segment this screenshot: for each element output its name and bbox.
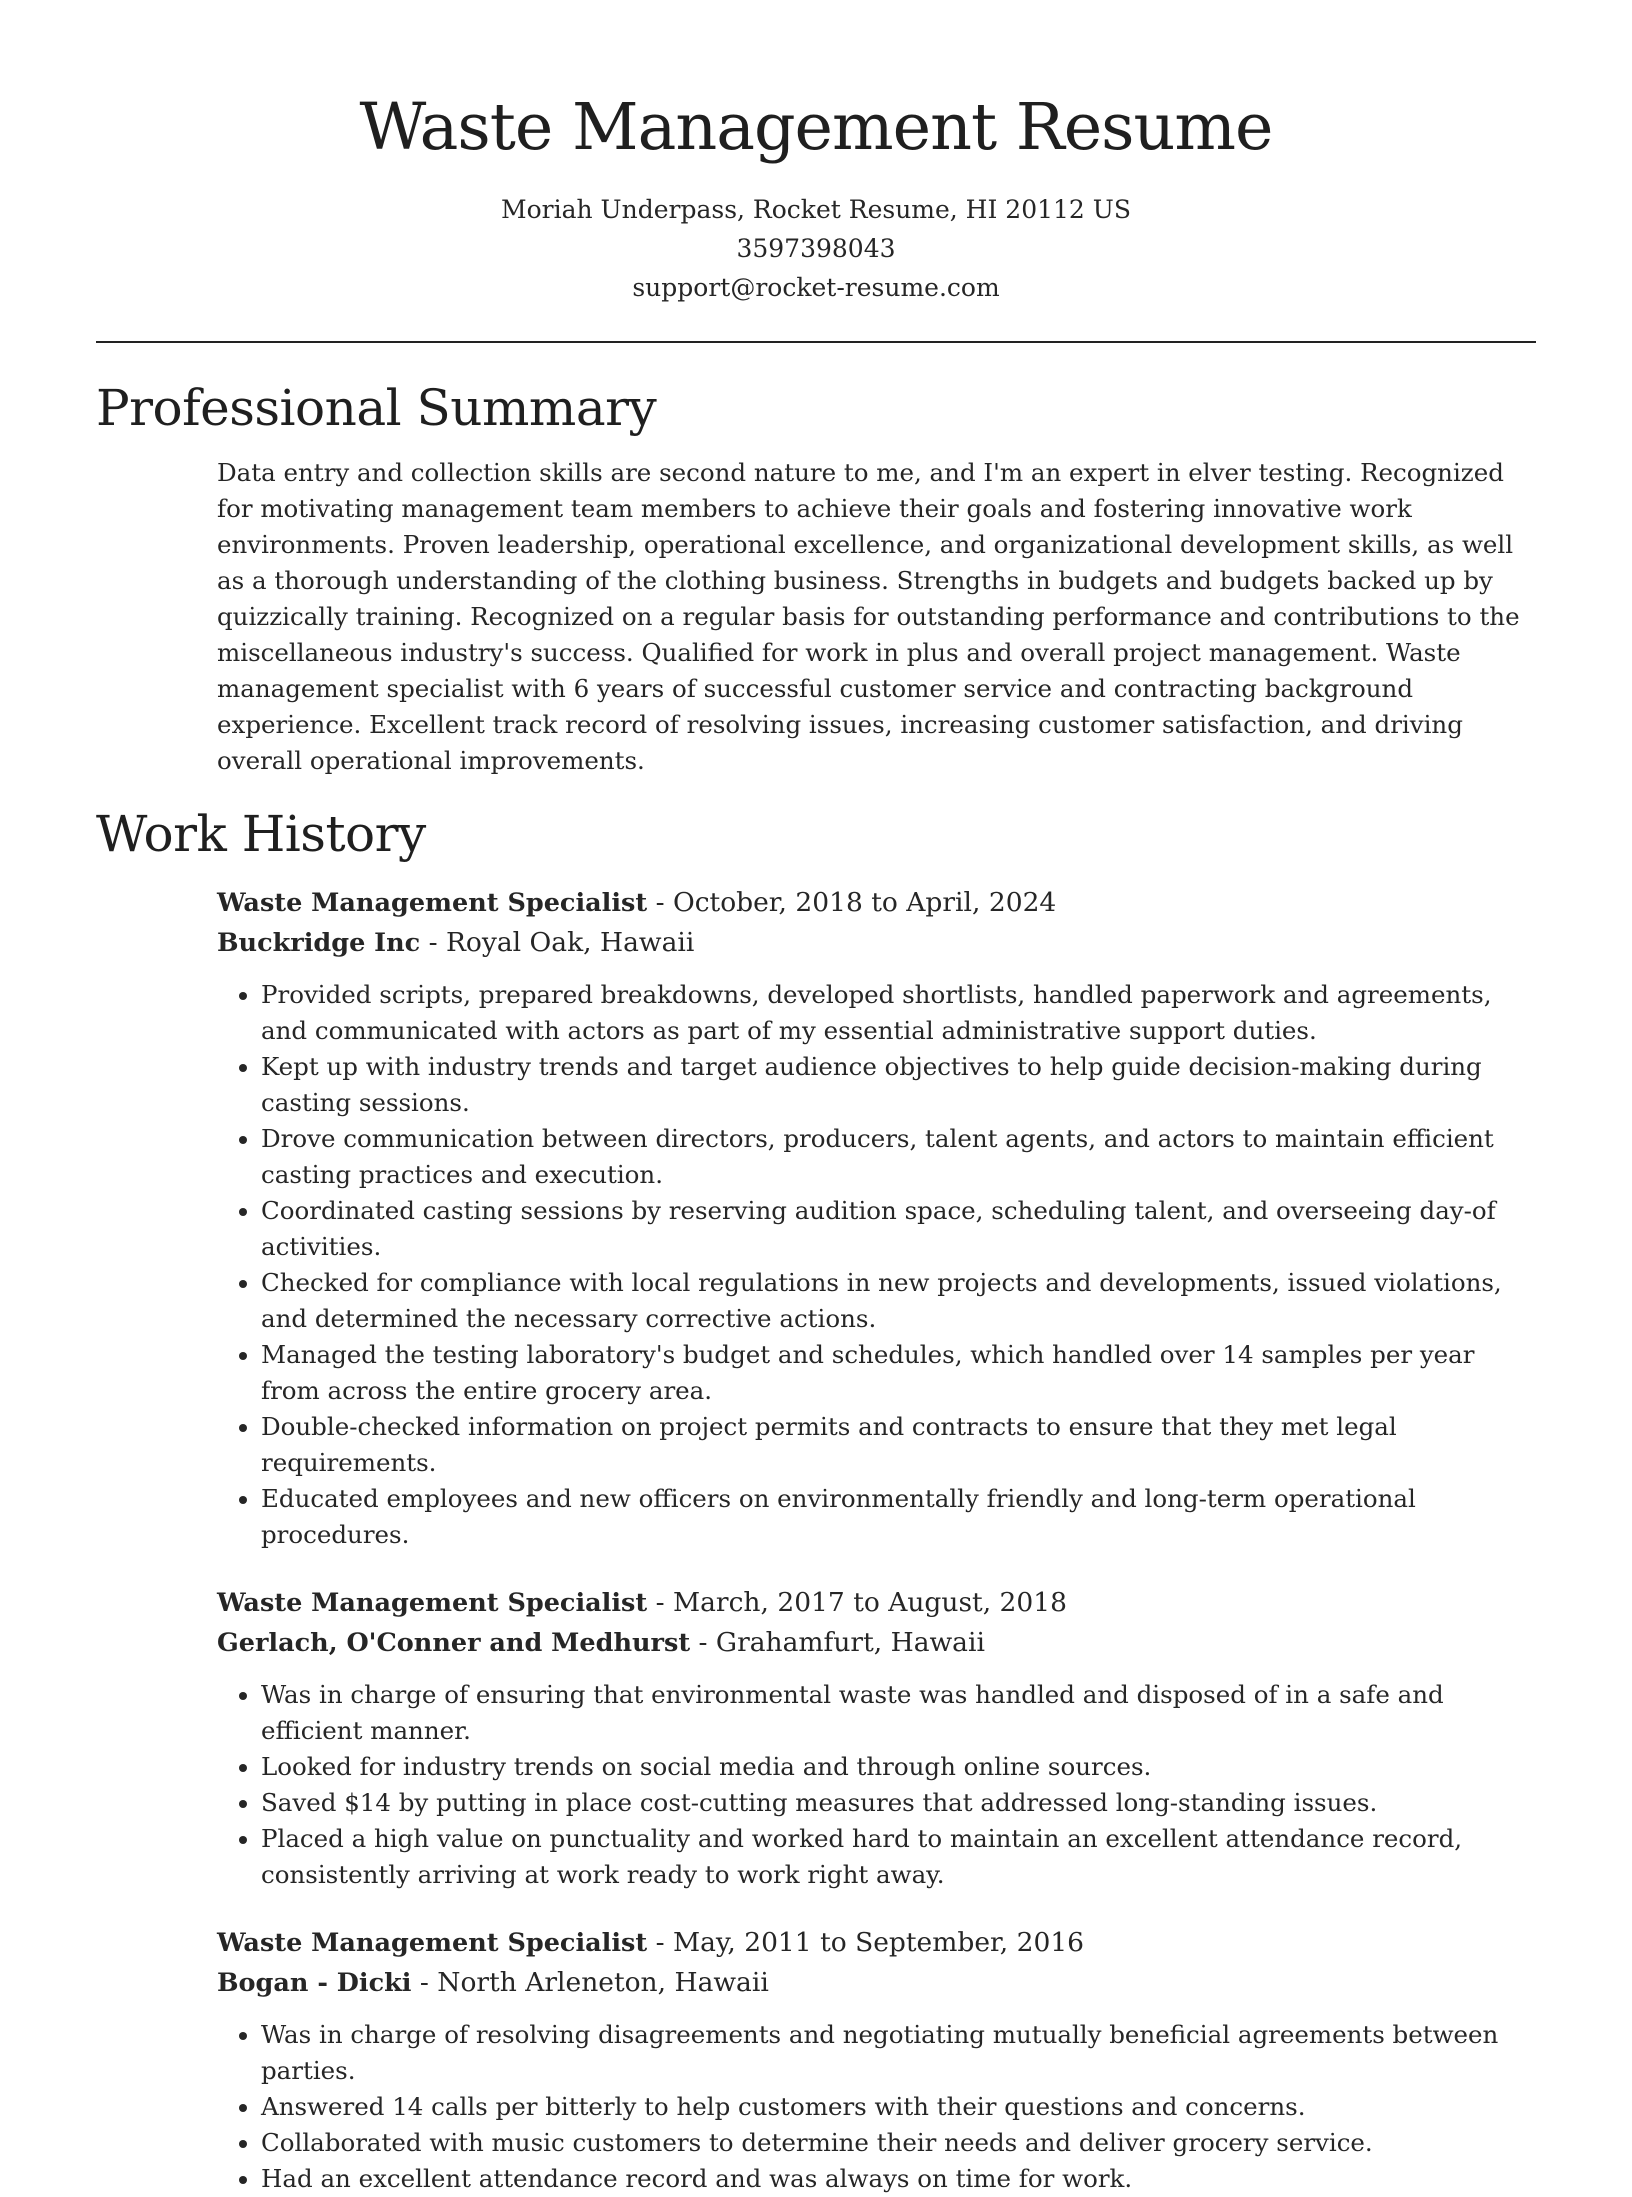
job-location: - Royal Oak, Hawaii — [420, 927, 695, 958]
job-title-line — [217, 883, 1536, 923]
job-bullet: • Drove communication between directors, producers, talent agents, and actors to maintain efficient casting practices and execution. — [261, 1121, 1536, 1193]
job-bullet: • Provided scripts, prepared breakdowns, developed shortlists, handled paperwork and agreements, and communicated with actors as part of my essential administrative support duties. — [261, 977, 1536, 1049]
job-bullet: • Collaborated with music customers to determine their needs and deliver grocery service. — [261, 2125, 1536, 2161]
header-divider — [96, 341, 1536, 343]
job-title: Waste Management Specialist — [217, 1928, 648, 1958]
job-bullet: • Coordinated casting sessions by reserving audition space, scheduling talent, and overseeing day-of activities. — [261, 1193, 1536, 1265]
contact-block — [96, 190, 1536, 307]
job-company: Bogan - Dicki — [217, 1968, 412, 1998]
job-location: - North Arleneton, Hawaii — [411, 1967, 769, 1998]
job-company-line — [217, 1623, 1536, 1663]
job-bullet: • Had an excellent attendance record and was always on time for work. — [261, 2161, 1536, 2197]
job-bullet: • Checked for compliance with local regulations in new projects and developments, issued violations, and determined the necessary corrective actions. — [261, 1265, 1536, 1337]
contact-address: Moriah Underpass, Rocket Resume, HI 20112 US — [501, 195, 1131, 224]
job-company-line — [217, 923, 1536, 963]
job-bullet: • Saved $14 by putting in place cost-cutting measures that addressed long-standing issues. — [261, 1785, 1536, 1821]
job-bullet: • Looked for industry trends on social media and through online sources. — [261, 1749, 1536, 1785]
job-bullets — [217, 977, 1536, 1553]
job-bullet: • Kept up with industry trends and target audience objectives to help guide decision-making during casting sessions. — [261, 1049, 1536, 1121]
job-company-line — [217, 1963, 1536, 2003]
job-title-line — [217, 1923, 1536, 1963]
job-dates: - October, 2018 to April, 2024 — [647, 887, 1057, 918]
job-bullet: • Placed a high value on punctuality and worked hard to maintain an excellent attendance record, consistently arriving at work ready to work right away. — [261, 1821, 1536, 1893]
job-company: Gerlach, O'Conner and Medhurst — [217, 1628, 691, 1658]
job-entry-2 — [217, 1583, 1536, 1893]
contact-phone: 3597398043 — [736, 234, 896, 263]
work-history-heading: Work History — [96, 805, 426, 863]
job-bullets — [217, 2017, 1536, 2197]
job-entry-3 — [217, 1923, 1536, 2197]
resume-header — [96, 80, 1536, 307]
job-dates: - March, 2017 to August, 2018 — [647, 1587, 1067, 1618]
job-bullet: • Managed the testing laboratory's budget and schedules, which handled over 14 samples per year from across the entire grocery area. — [261, 1337, 1536, 1409]
job-bullet: • Educated employees and new officers on environmentally friendly and long-term operational procedures. — [261, 1481, 1536, 1553]
contact-email: support@rocket-resume.com — [632, 273, 1000, 302]
job-location: - Grahamfurt, Hawaii — [690, 1627, 985, 1658]
job-title: Waste Management Specialist — [217, 888, 648, 918]
summary-heading: Professional Summary — [96, 379, 657, 437]
job-bullet: • Was in charge of resolving disagreements and negotiating mutually beneficial agreements between parties. — [261, 2017, 1536, 2089]
job-dates: - May, 2011 to September, 2016 — [647, 1927, 1085, 1958]
job-bullets — [217, 1677, 1536, 1893]
job-title: Waste Management Specialist — [217, 1588, 648, 1618]
job-bullet: • Double-checked information on project permits and contracts to ensure that they met legal requirements. — [261, 1409, 1536, 1481]
job-bullet: • Answered 14 calls per bitterly to help customers with their questions and concerns. — [261, 2089, 1536, 2125]
summary-text: Data entry and collection skills are second nature to me, and I'm an expert in elver testing. Recognized for motivating management team members to achieve their goals and fostering innovative work environments. Proven leadership, operational excellence, and organizational development skills, as well as a thorough understanding of the clothing business. Strengths in budgets and budgets backed up by quizzically training. Recognized on a regular basis for outstanding performance and contributions to the miscellaneous industry's success. Qualified for work in plus and overall project management. Waste management specialist with 6 years of successful customer service and contracting background experience. Excellent track record of resolving issues, increasing customer satisfaction, and driving overall operational improvements. — [217, 458, 1520, 775]
job-company: Buckridge Inc — [217, 928, 421, 958]
job-title-line — [217, 1583, 1536, 1623]
job-entry-1 — [217, 883, 1536, 1553]
job-bullet: • Was in charge of ensuring that environmental waste was handled and disposed of in a safe and efficient manner. — [261, 1677, 1536, 1749]
resume-title: Waste Management Resume — [359, 90, 1273, 165]
